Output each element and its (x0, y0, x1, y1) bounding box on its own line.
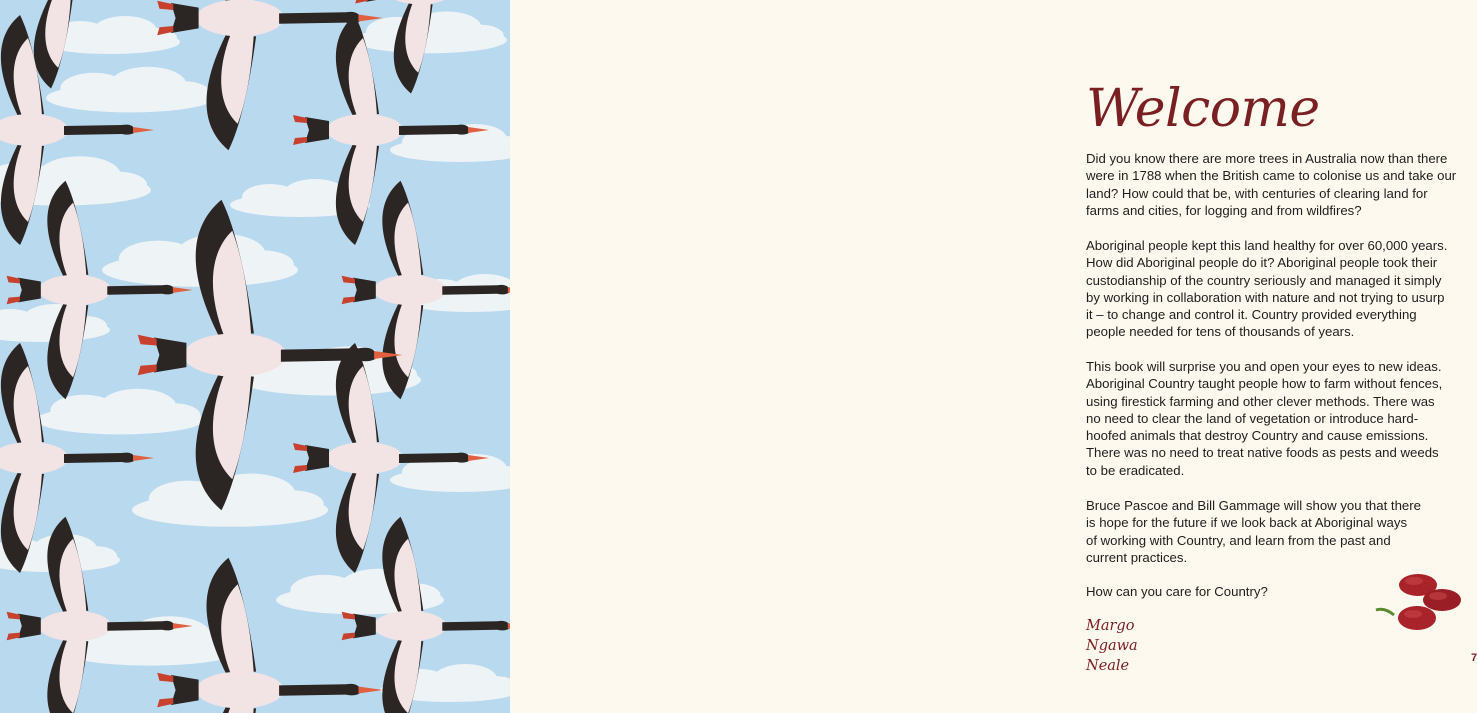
paragraph-authors: Bruce Pascoe and Bill Gammage will show you that there is hope for the future if we look back at Aboriginal ways of working with Country, and learn from the past and current practices. (1086, 498, 1421, 565)
native-seeds-icon (1372, 570, 1468, 640)
page-number: 7 (1471, 652, 1477, 664)
paragraph-aboriginal-land: Aboriginal people kept this land healthy for over 60,000 years. How did Aboriginal people do it? Aboriginal people took their custodianship of the country seriously and managed it simply by working in collaboration with nature and not trying to usurp it – to change and control it. Country provided everything people needed for tens of thousands of years. (1086, 238, 1448, 340)
text-page (510, 0, 1477, 713)
paragraph-question: How can you care for Country? (1086, 584, 1268, 599)
page-title: Welcome (1086, 79, 1320, 139)
swans-flying-illustration (0, 0, 510, 713)
illustration-page (0, 0, 510, 713)
paragraph-book-intro: This book will surprise you and open your eyes to new ideas. Aboriginal Country taught people how to farm without fences, using firestick farming and other clever methods. There was no need to clear the land of vegetation or introduce hard- hoofed animals that destroy Country and cause emissions. There was no need to treat native foods as pests and weeds to be eradicated. (1086, 359, 1443, 478)
author-signature: Margo Ngawa Neale (1086, 618, 1138, 674)
paragraph-trees: Did you know there are more trees in Australia now than there were in 1788 when the British came to colonise us and take our land? How could that be, with centuries of clearing land for farms and cities, for logging and from wildfires? (1086, 151, 1457, 218)
